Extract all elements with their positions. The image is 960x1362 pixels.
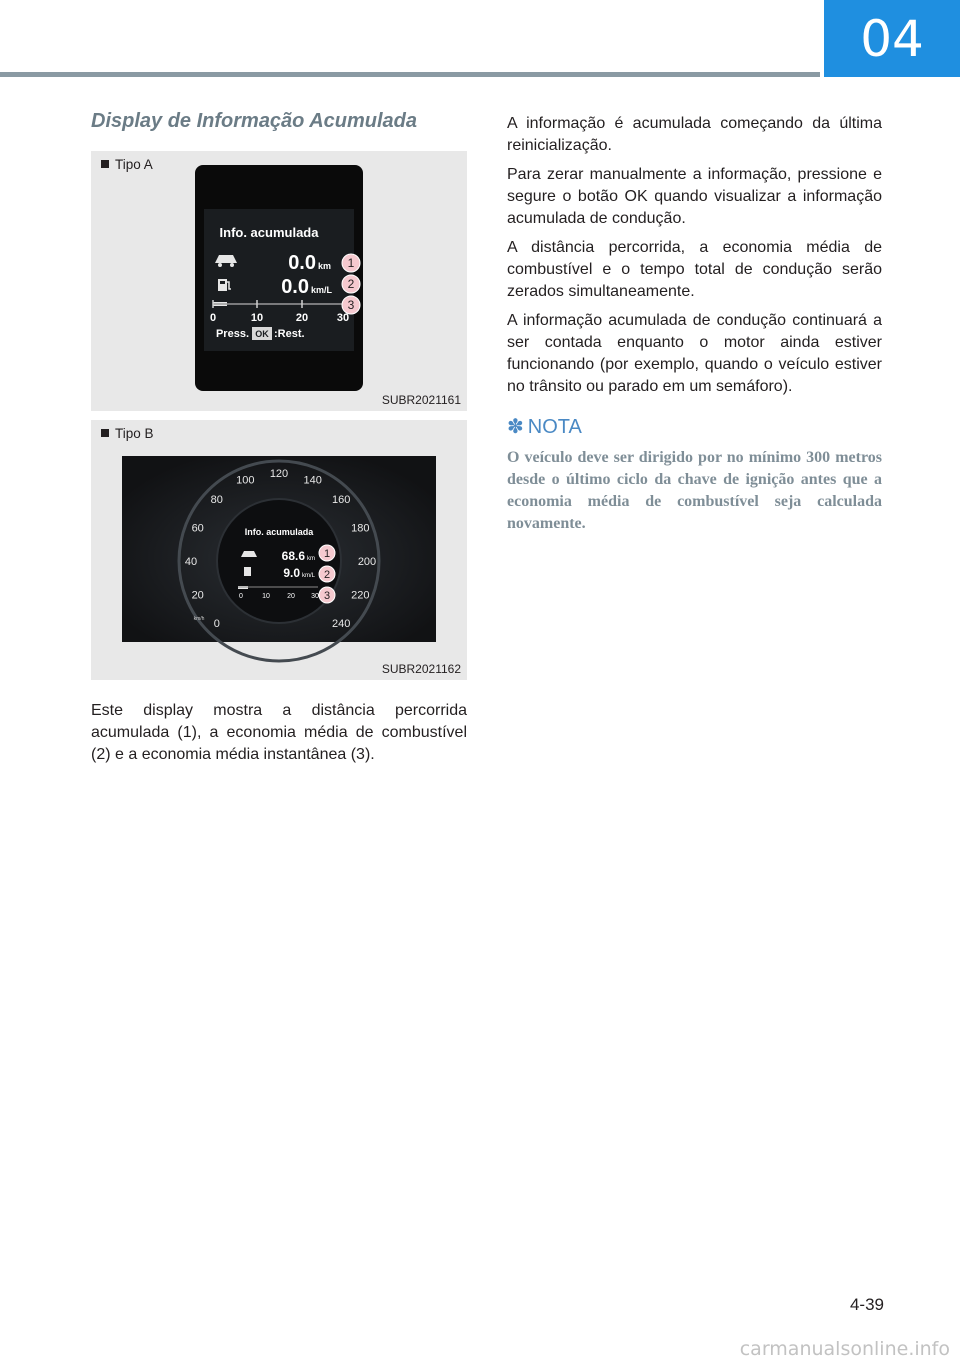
speed-tick-20: 20 — [191, 589, 204, 602]
callout-2 — [342, 275, 360, 293]
cluster-type-a-illustration — [91, 151, 467, 411]
callout-2 — [319, 566, 335, 582]
press-label: Press. — [215, 328, 249, 340]
figure-a-label-text: Tipo A — [115, 157, 153, 172]
speed-tick-100: 100 — [236, 474, 255, 487]
paragraph-4: A informação acumulada de condução continuará a ser contada enquanto o motor ainda estiver funcionando (por exemplo, quando o veículo estiver no trânsito ou parado em um semáforo). — [507, 312, 882, 395]
paragraph-2: Para zerar manualmente a informação, pressione e segure o botão OK quando visualizar a informação acumulada de condução. — [507, 166, 882, 227]
scale-label-10: 10 — [250, 312, 264, 324]
screen-title: Info. acumulada — [219, 225, 319, 240]
scale-label-0: 0 — [209, 312, 217, 324]
figure-b-label-text: Tipo B — [115, 426, 154, 441]
scale-label-10: 10 — [262, 593, 270, 600]
note-heading-text: NOTA — [527, 416, 582, 438]
center-display — [217, 499, 341, 623]
speed-tick-80: 80 — [210, 493, 223, 506]
speed-tick-60: 60 — [191, 522, 204, 535]
distance-unit: km — [307, 556, 315, 562]
callout-1 — [319, 545, 335, 561]
screen-title: Info. acumulada — [244, 527, 314, 537]
scale-label-30: 30 — [336, 312, 350, 324]
speed-tick-220: 220 — [351, 589, 370, 602]
cluster-type-b-illustration — [91, 420, 467, 680]
speed-tick-0: 0 — [213, 618, 220, 631]
figure-b-code: SUBR2021162 — [381, 662, 461, 676]
speed-tick-200: 200 — [357, 556, 377, 568]
svg-text:1: 1 — [323, 548, 331, 560]
watermark: carmanualsonline.info — [739, 1338, 950, 1360]
economy-value: 0.0 — [281, 276, 309, 298]
page-number: 4-39 — [849, 1295, 884, 1314]
figure-type-b — [91, 420, 467, 680]
economy-value: 9.0 — [283, 566, 300, 580]
speed-tick-160: 160 — [332, 493, 351, 506]
distance-value: 68.6 — [281, 549, 305, 563]
callout-1 — [342, 254, 360, 272]
note-heading — [507, 414, 882, 439]
svg-text:1: 1 — [347, 256, 355, 270]
figure-a-code: SUBR2021161 — [381, 393, 461, 407]
speed-tick-40: 40 — [184, 556, 198, 568]
paragraph-1: A informação é acumulada começando da última reinicialização. — [507, 115, 882, 154]
paragraph-3: A distância percorrida, a economia média de combustível e o tempo total de condução serão zerados simultaneamente. — [507, 239, 882, 300]
distance-value: 0.0 — [288, 252, 316, 274]
speed-tick-140: 140 — [303, 474, 322, 487]
speed-tick-240: 240 — [332, 618, 351, 631]
right-column — [507, 113, 882, 535]
scale-label-30: 30 — [311, 593, 319, 600]
figure-type-a — [91, 151, 467, 411]
economy-unit: km/L — [302, 573, 316, 579]
speed-unit: km/h — [193, 616, 205, 622]
chapter-tab: 04 — [824, 0, 960, 77]
scale-label-20: 20 — [295, 312, 309, 324]
economy-unit: km/L — [311, 285, 333, 295]
reset-label: :Rest. — [274, 328, 305, 340]
svg-text:3: 3 — [323, 590, 331, 602]
distance-unit: km — [318, 261, 332, 271]
svg-text:2: 2 — [323, 569, 331, 581]
scale-label-20: 20 — [287, 593, 295, 600]
section-title: Display de Informação Acumulada — [91, 110, 418, 132]
speed-tick-120: 120 — [269, 468, 289, 480]
star-icon: ✽ — [507, 416, 524, 438]
note-text: O veículo deve ser dirigido por no mínimo 300 metros desde o último ciclo da chave de ignição antes que a economia média de combustível seja calculada novamente. — [507, 449, 882, 532]
svg-text:2: 2 — [347, 277, 355, 291]
left-column — [91, 110, 467, 766]
speed-tick-180: 180 — [351, 522, 370, 535]
svg-text:3: 3 — [347, 298, 355, 312]
ok-key-label: OK — [255, 329, 269, 339]
intro-paragraph: Este display mostra a distância percorrida acumulada (1), a economia média de combustível (2) e a economia média instantânea (3). — [91, 702, 467, 763]
callout-3 — [342, 296, 360, 314]
callout-3 — [319, 587, 335, 603]
header-rule — [0, 72, 820, 77]
fuel-pump-icon — [244, 567, 251, 576]
scale-label-0: 0 — [239, 593, 243, 600]
